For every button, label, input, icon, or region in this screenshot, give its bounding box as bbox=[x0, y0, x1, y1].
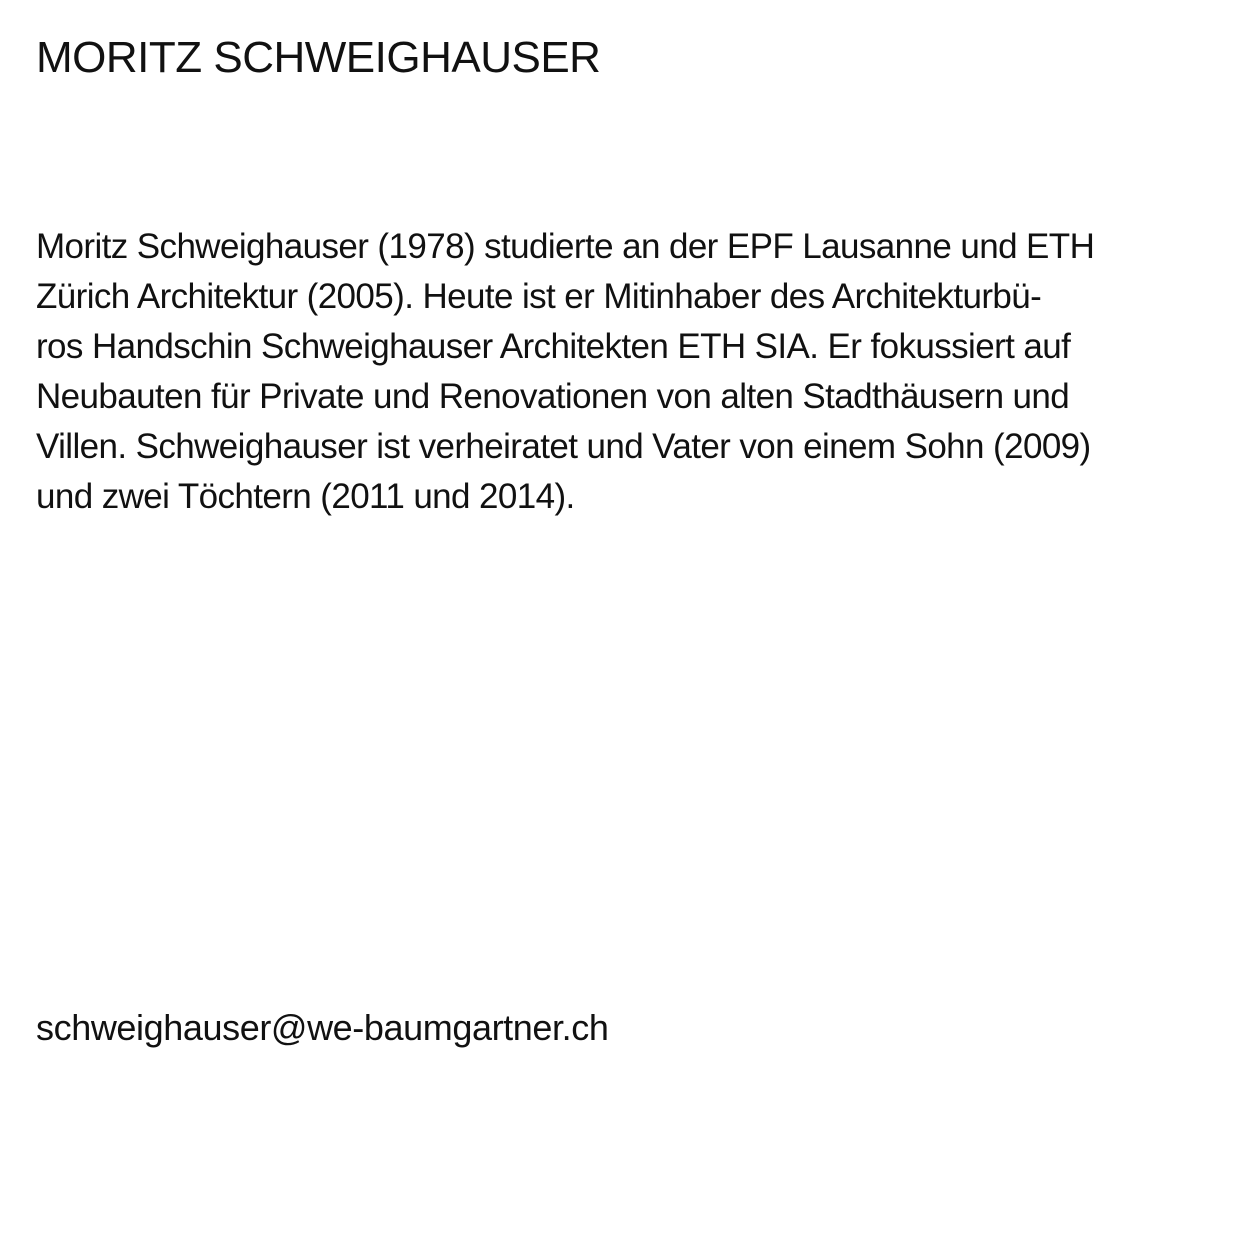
email-link[interactable]: schweighauser@we-baumgartner.ch bbox=[36, 1007, 609, 1048]
bio-line: ros Handschin Schweighauser Architekten ETH SIA. Er fokussiert auf bbox=[36, 327, 1071, 366]
bio-line: und zwei Töchtern (2011 und 2014). bbox=[36, 477, 575, 516]
bio-line: Zürich Architektur (2005). Heute ist er Mitinhaber des Architekturbü- bbox=[36, 277, 1042, 316]
bio-line: Villen. Schweighauser ist verheiratet und Vater von einem Sohn (2009) bbox=[36, 427, 1091, 466]
page-title: MORITZ SCHWEIGHAUSER bbox=[36, 33, 601, 82]
bio-line: Moritz Schweighauser (1978) studierte an der EPF Lausanne und ETH bbox=[36, 227, 1095, 266]
bio-line: Neubauten für Private und Renovationen von alten Stadthäusern und bbox=[36, 377, 1070, 416]
bio-paragraph bbox=[36, 222, 1206, 522]
